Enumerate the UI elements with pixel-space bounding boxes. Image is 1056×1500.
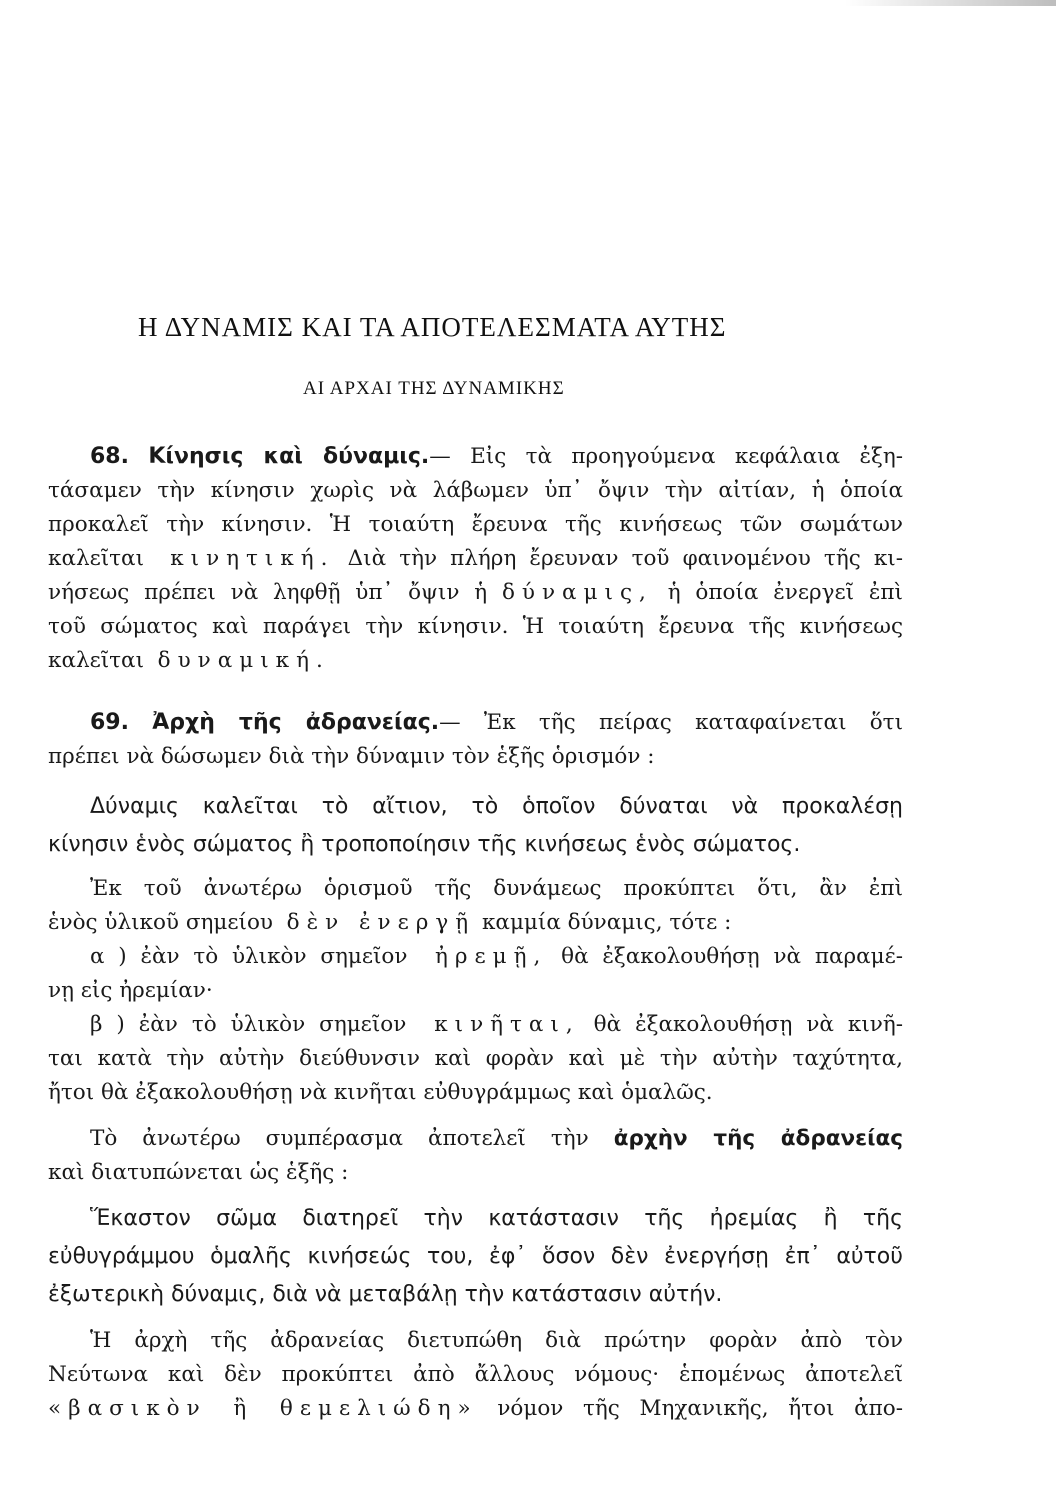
principle-line-3: ἐξωτερικὴ δύναμις, διὰ νὰ μεταβάλῃ τὴν κατάστασιν αὐτήν. bbox=[48, 1282, 723, 1307]
section-68-line-7: καλεῖται δυναμική. bbox=[48, 648, 330, 673]
conclusion-line-1: Τὸ ἀνωτέρω συμπέρασμα ἀποτελεῖ τὴν ἀρχὴν τῆς ἀδρανείας bbox=[90, 1126, 903, 1151]
case-a-line-2: νῃ εἰς ἠρεμίαν· bbox=[48, 978, 213, 1003]
consequence-line-2: ἑνὸς ὑλικοῦ σημείου δὲν ἐνεργῇ καμμία δύναμις, τότε : bbox=[48, 910, 732, 935]
consequence-line-1: Ἐκ τοῦ ἀνωτέρω ὁρισμοῦ τῆς δυνάμεως προκύπτει ὅτι, ἂν ἐπὶ bbox=[90, 876, 903, 901]
conclusion-line-2: καὶ διατυπώνεται ὡς ἑξῆς : bbox=[48, 1160, 349, 1185]
term-dynamis: δύναμις, bbox=[501, 580, 653, 605]
case-b-line-2: ται κατὰ τὴν αὐτὴν διεύθυνσιν καὶ φορὰν καὶ μὲ τὴν αὐτὴν ταχύτητα, bbox=[48, 1046, 903, 1071]
section-69-title: Ἀρχὴ τῆς ἀδρανείας. bbox=[152, 710, 440, 735]
inertia-principle bbox=[48, 1200, 903, 1314]
closing-line-3: «βασικὸν ἢ θεμελιώδη» νόμον τῆς Μηχανικῆς, ἤτοι ἀπο- bbox=[48, 1396, 903, 1421]
term-not-acting: δὲν ἐνεργῇ bbox=[286, 910, 476, 935]
term-kinetics: κινητική. bbox=[170, 546, 335, 571]
section-68-line-1: 68. Κίνησις καὶ δύναμις.— Εἰς τὰ προηγούμενα κεφάλαια ἐξη- bbox=[90, 444, 903, 469]
section-68-number: 68. bbox=[90, 444, 129, 469]
chapter-subtitle: ΑΙ ΑΡΧΑΙ ΤΗΣ ΔΥΝΑΜΙΚΗΣ bbox=[303, 378, 565, 399]
scan-edge bbox=[0, 0, 1056, 6]
section-69 bbox=[48, 706, 903, 774]
principle-line-2: εὐθυγράμμου ὁμαλῆς κινήσεώς του, ἐφ᾽ ὅσον δὲν ἐνεργήσῃ ἐπ᾽ αὐτοῦ bbox=[48, 1244, 903, 1269]
closing-line-1: Ἡ ἀρχὴ τῆς ἀδρανείας διετυπώθη διὰ πρώτην φορὰν ἀπὸ τὸν bbox=[90, 1328, 903, 1353]
definition-line-1: Δύναμις καλεῖται τὸ αἴτιον, τὸ ὁποῖον δύναται νὰ προκαλέσῃ bbox=[90, 794, 903, 819]
section-68-line-5: νήσεως πρέπει νὰ ληφθῇ ὑπ᾽ ὄψιν ἡ δύναμις, ἡ ὁποία ἐνεργεῖ ἐπὶ bbox=[48, 580, 903, 605]
section-68 bbox=[48, 440, 903, 678]
principle-line-1: Ἕκαστον σῶμα διατηρεῖ τὴν κατάστασιν τῆς ἠρεμίας ἢ τῆς bbox=[90, 1206, 903, 1231]
chapter-title: Η ΔΥΝΑΜΙΣ ΚΑΙ ΤΑ ΑΠΟΤΕΛΕΣΜΑΤΑ ΑΥΤΗΣ bbox=[138, 312, 727, 342]
section-68-line-2: τάσαμεν τὴν κίνησιν χωρὶς νὰ λάβωμεν ὑπ᾽ ὄψιν τὴν αἰτίαν, ἡ ὁποία bbox=[48, 478, 903, 503]
term-basic-fundamental: «βασικὸν ἢ θεμελιώδη» bbox=[48, 1396, 478, 1421]
force-definition bbox=[48, 788, 903, 864]
section-68-line-4: καλεῖται κινητική. Διὰ τὴν πλήρη ἔρευναν τοῦ φαινομένου τῆς κι- bbox=[48, 546, 903, 571]
section-68-line-6: τοῦ σώματος καὶ παράγει τὴν κίνησιν. Ἡ τοιαύτη ἔρευνα τῆς κινήσεως bbox=[48, 614, 903, 639]
term-moving: κινῆται, bbox=[434, 1012, 580, 1037]
closing bbox=[48, 1324, 903, 1426]
definition-line-2: κίνησιν ἑνὸς σώματος ἢ τροποποίησιν τῆς κινήσεως ἑνὸς σώματος. bbox=[48, 832, 801, 857]
consequences bbox=[48, 872, 903, 1110]
section-68-line-3: προκαλεῖ τὴν κίνησιν. Ἡ τοιαύτη ἔρευνα τῆς κινήσεως τῶν σωμάτων bbox=[48, 512, 903, 537]
section-68-title: Κίνησις καὶ δύναμις. bbox=[148, 444, 430, 469]
conclusion bbox=[48, 1122, 903, 1190]
case-b-line-3: ἤτοι θὰ ἐξακολουθήσῃ νὰ κινῆται εὐθυγράμμως καὶ ὁμαλῶς. bbox=[48, 1080, 713, 1105]
section-69-line-2: πρέπει νὰ δώσωμεν διὰ τὴν δύναμιν τὸν ἑξῆς ὁρισμόν : bbox=[48, 744, 655, 769]
term-dynamics: δυναμική. bbox=[157, 648, 330, 673]
term-principle-of-inertia: ἀρχὴν τῆς ἀδρανείας bbox=[613, 1126, 903, 1151]
term-at-rest: ἠρεμῇ, bbox=[435, 944, 548, 969]
case-a-line-1: α ) ἐὰν τὸ ὑλικὸν σημεῖον ἠρεμῇ, θὰ ἐξακολουθήσῃ νὰ παραμέ- bbox=[90, 944, 904, 969]
closing-line-2: Νεύτωνα καὶ δὲν προκύπτει ἀπὸ ἄλλους νόμους· ἑπομένως ἀποτελεῖ bbox=[48, 1362, 903, 1387]
case-b-line-1: β ) ἐὰν τὸ ὑλικὸν σημεῖον κινῆται, θὰ ἐξακολουθήσῃ νὰ κινῆ- bbox=[90, 1012, 903, 1037]
section-69-line-1: 69. Ἀρχὴ τῆς ἀδρανείας.— Ἐκ τῆς πείρας καταφαίνεται ὅτι bbox=[90, 710, 903, 735]
section-69-number: 69. bbox=[90, 710, 129, 735]
